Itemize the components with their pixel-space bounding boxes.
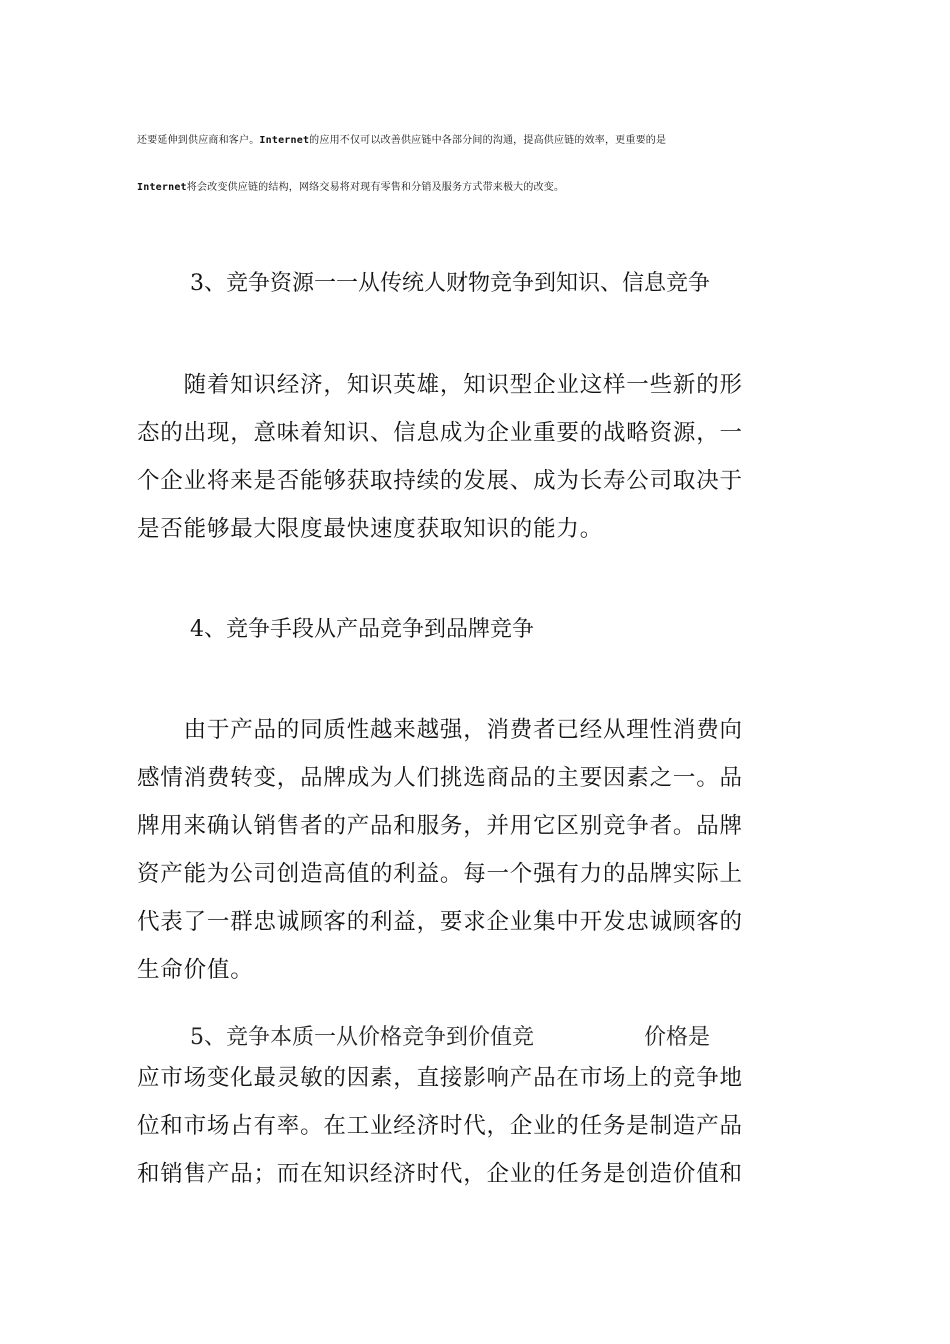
section-5-paragraph [137,1054,817,1198]
paragraph-line: 资产能为公司创造高值的利益。每一个强有力的品牌实际上 [137,861,743,887]
paragraph-line: 代表了一群忠诚顾客的利益，要求企业集中开发忠诚顾客的 [137,909,743,935]
paragraph-line: 牌用来确认销售者的产品和服务，并用它区别竞争者。品牌 [137,813,743,839]
intro-text: 将会改变供应链的结构，网络交易将对现有零售和分销及服务方式带来极大的改变。 [186,182,565,193]
intro-line-2 [137,181,827,195]
section-3-heading: 3、竞争资源一一从传统人财物竞争到知识、信息竞争 [190,271,710,296]
internet-term: Internet [259,135,310,146]
paragraph-line: 由于产品的同质性越来越强，消费者已经从理性消费向 [137,717,743,743]
section-5-heading-part: 5、竞争本质一从价格竞争到价值竞 [190,1025,534,1050]
intro-text: 的应用不仅可以改善供应链中各部分间的沟通，提高供应链的效率，更重要的是 [309,135,667,146]
section-4-paragraph [137,706,817,994]
section-5-heading-part: 价格是 [644,1025,711,1050]
paragraph-line: 随着知识经济，知识英雄，知识型企业这样一些新的形 [137,372,743,398]
intro-line-1 [137,134,827,148]
paragraph-line: 位和市场占有率。在工业经济时代，企业的任务是制造产品 [137,1113,743,1139]
paragraph-line: 个企业将来是否能够获取持续的发展、成为长寿公司取决于 [137,468,743,494]
section-5-heading [190,1022,710,1054]
paragraph-line: 生命价值。 [137,957,254,983]
paragraph-line: 应市场变化最灵敏的因素，直接影响产品在市场上的竞争地 [137,1065,743,1091]
paragraph-line: 和销售产品；而在知识经济时代，企业的任务是创造价值和 [137,1161,743,1187]
section-4-heading: 4、竞争手段从产品竞争到品牌竞争 [190,617,534,642]
paragraph-line: 是否能够最大限度最快速度获取知识的能力。 [137,516,604,542]
paragraph-line: 态的出现，意味着知识、信息成为企业重要的战略资源，一 [137,420,743,446]
paragraph-line: 感情消费转变，品牌成为人们挑选商品的主要因素之一。品 [137,765,743,791]
intro-text: 还要延伸到供应商和客户。 [137,135,260,146]
internet-term: Internet [137,182,187,193]
section-3-paragraph [137,361,817,553]
